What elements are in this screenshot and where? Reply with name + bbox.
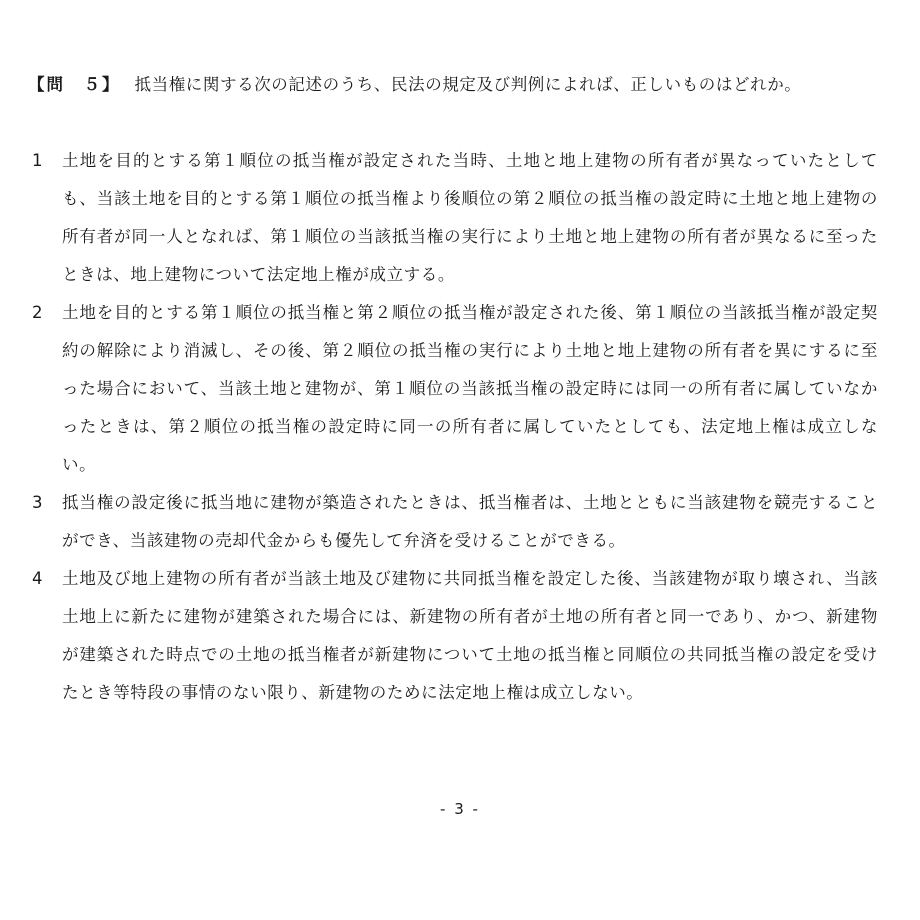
choice-item-3 — [28, 484, 878, 560]
choice-text: 土地を目的とする第１順位の抵当権が設定された当時、土地と地上建物の所有者が異なっていたとしても、当該土地を目的とする第１順位の抵当権より後順位の第２順位の抵当権の設定時に土地と地上建物の所有者が同一人となれば、第１順位の当該抵当権の実行により土地と地上建物の所有者が異なるに至ったときは、地上建物について法定地上権が成立する。 — [62, 151, 878, 284]
question-label: 【問 ５】 — [28, 75, 121, 94]
choice-item-2 — [28, 294, 878, 484]
page-number: - 3 - — [440, 800, 480, 818]
choice-number: 4 — [32, 569, 44, 588]
choice-number: 2 — [32, 303, 44, 322]
choice-text: 抵当権の設定後に抵当地に建物が築造されたときは、抵当権者は、土地とともに当該建物を競売することができ、当該建物の売却代金からも優先して弁済を受けることができる。 — [62, 493, 878, 550]
choice-text: 土地を目的とする第１順位の抵当権と第２順位の抵当権が設定された後、第１順位の当該抵当権が設定契約の解除により消滅し、その後、第２順位の抵当権の実行により土地と地上建物の所有者を異にするに至った場合において、当該土地と建物が、第１順位の当該抵当権の設定時には同一の所有者に属していなかったときは、第２順位の抵当権の設定時に同一の所有者に属していたとしても、法定地上権は成立しない。 — [62, 303, 878, 474]
choice-item-1 — [28, 142, 878, 294]
choice-number: 1 — [32, 151, 44, 170]
choice-number: 3 — [32, 493, 44, 512]
question-stem: 抵当権に関する次の記述のうち、民法の規定及び判例によれば、正しいものはどれか。 — [134, 75, 802, 94]
choice-text: 土地及び地上建物の所有者が当該土地及び建物に共同抵当権を設定した後、当該建物が取り壊され、当該土地上に新たに建物が建築された場合には、新建物の所有者が土地の所有者と同一であり、かつ、新建物が建築された時点での土地の抵当権者が新建物について土地の抵当権と同順位の共同抵当権の設定を受けたとき等特段の事情のない限り、新建物のために法定地上権は成立しない。 — [62, 569, 878, 702]
question-header — [28, 66, 878, 103]
choice-item-4 — [28, 560, 878, 712]
choice-list — [28, 142, 878, 712]
